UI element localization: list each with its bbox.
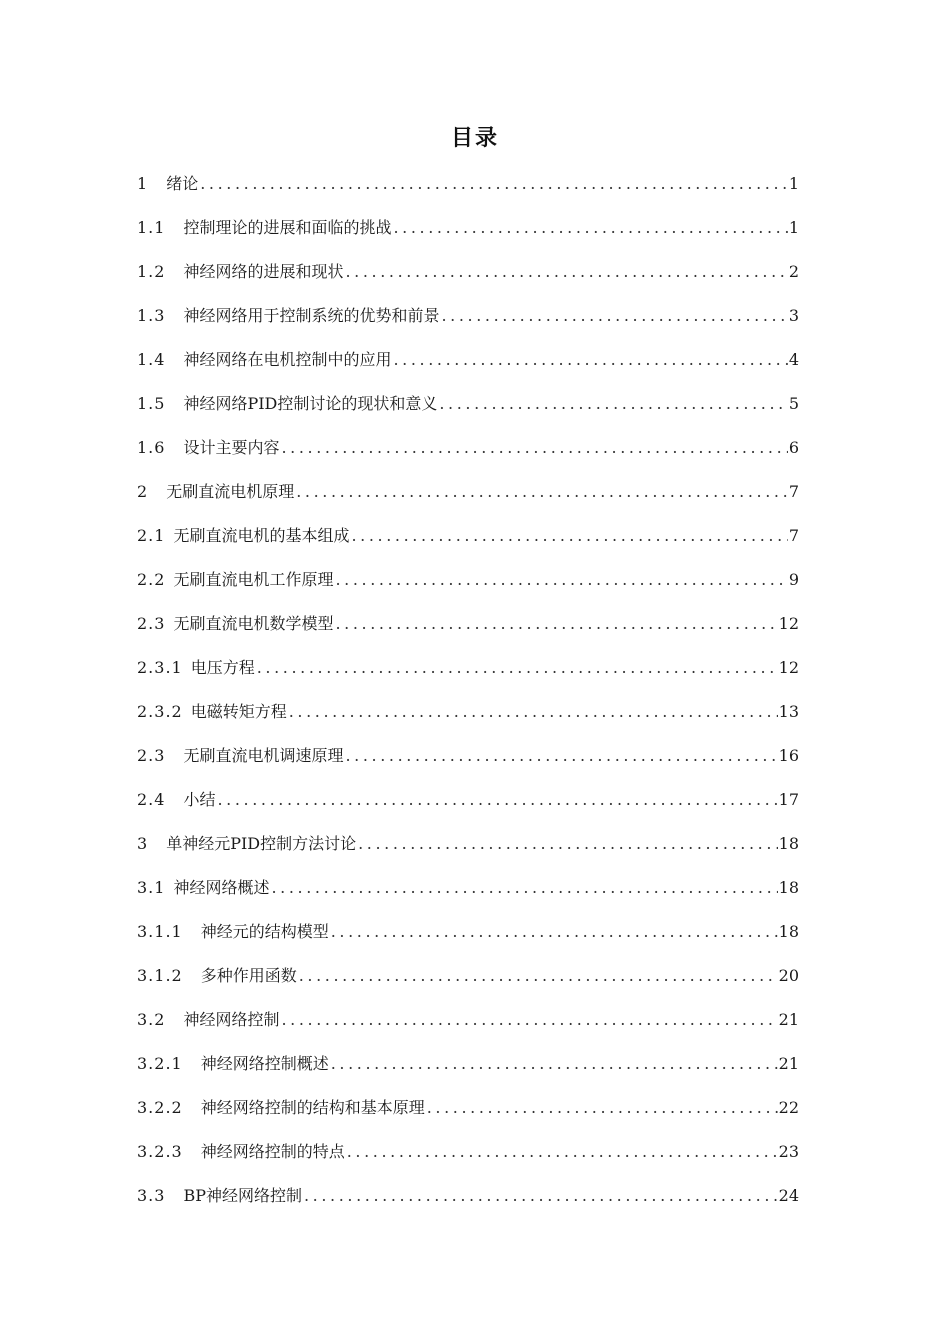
toc-entry-page-number: 7 xyxy=(788,482,799,501)
toc-entry[interactable] xyxy=(137,656,799,700)
toc-dot-leader xyxy=(296,480,788,504)
toc-entry-page-number: 12 xyxy=(778,658,799,677)
toc-entry[interactable] xyxy=(137,436,799,480)
toc-dot-leader xyxy=(335,568,787,592)
toc-entry[interactable] xyxy=(137,216,799,260)
toc-entry-title: 神经网络在电机控制中的应用 xyxy=(183,350,392,369)
toc-dot-leader xyxy=(257,656,778,680)
toc-entry-page-number: 3 xyxy=(788,306,799,325)
toc-entry-page-number: 20 xyxy=(778,966,799,985)
toc-entry-number: 3.1.2 xyxy=(137,966,183,985)
toc-entry-number: 1.6 xyxy=(137,438,166,457)
toc-dot-leader xyxy=(345,260,787,284)
toc-entry[interactable] xyxy=(137,700,799,744)
toc-entry[interactable] xyxy=(137,1008,799,1052)
toc-entry[interactable] xyxy=(137,304,799,348)
toc-entry-number: 2 xyxy=(137,482,149,501)
toc-entry-number: 2.3 xyxy=(137,746,166,765)
toc-entry-title: BP神经网络控制 xyxy=(183,1186,302,1205)
toc-entry-page-number: 1 xyxy=(788,218,799,237)
toc-entry-number: 2.3.1 xyxy=(137,658,183,677)
toc-entry-title: 神经网络用于控制系统的优势和前景 xyxy=(183,306,440,325)
toc-dot-leader xyxy=(304,1184,778,1208)
toc-entry[interactable] xyxy=(137,832,799,876)
toc-dot-leader xyxy=(393,348,787,372)
toc-entry-title: 神经网络概述 xyxy=(173,878,270,897)
toc-entry-number: 1.2 xyxy=(137,262,166,281)
toc-entry-number: 3.2 xyxy=(137,1010,166,1029)
toc-entry[interactable] xyxy=(137,964,799,1008)
toc-entry[interactable] xyxy=(137,1184,799,1228)
toc-entry-title: 电压方程 xyxy=(190,658,255,677)
toc-entry-number: 3.3 xyxy=(137,1186,166,1205)
toc-entry-page-number: 21 xyxy=(778,1010,799,1029)
toc-dot-leader xyxy=(427,1096,778,1120)
toc-entry-title: 绪论 xyxy=(166,174,199,193)
toc-entry-page-number: 6 xyxy=(788,438,799,457)
toc-entry-title: 无刷直流电机工作原理 xyxy=(173,570,334,589)
toc-entry[interactable] xyxy=(137,392,799,436)
toc-entry[interactable] xyxy=(137,524,799,568)
toc-entry[interactable] xyxy=(137,744,799,788)
toc-entry-page-number: 18 xyxy=(778,834,799,853)
toc-title: 目录 xyxy=(450,126,499,151)
toc-entry-number: 3 xyxy=(137,834,149,853)
toc-entry[interactable] xyxy=(137,788,799,832)
toc-entry-title: 无刷直流电机数学模型 xyxy=(173,614,334,633)
toc-entry-number: 1.4 xyxy=(137,350,166,369)
toc-entry-page-number: 12 xyxy=(778,614,799,633)
toc-entry-page-number: 21 xyxy=(778,1054,799,1073)
toc-entry[interactable] xyxy=(137,1052,799,1096)
toc-entry-page-number: 13 xyxy=(778,702,799,721)
toc-entry[interactable] xyxy=(137,612,799,656)
toc-entry-page-number: 2 xyxy=(788,262,799,281)
toc-dot-leader xyxy=(281,436,787,460)
toc-entry[interactable] xyxy=(137,920,799,964)
toc-entry-page-number: 16 xyxy=(778,746,799,765)
toc-entry[interactable] xyxy=(137,480,799,524)
toc-entry-number: 2.1 xyxy=(137,526,166,545)
toc-entry-number: 1.1 xyxy=(137,218,166,237)
toc-entry-page-number: 22 xyxy=(778,1098,799,1117)
toc-dot-leader xyxy=(335,612,777,636)
toc-entry-title: 小结 xyxy=(183,790,216,809)
toc-entry[interactable] xyxy=(137,568,799,612)
toc-entry[interactable] xyxy=(137,1096,799,1140)
toc-dot-leader xyxy=(439,392,787,416)
toc-dot-leader xyxy=(271,876,777,900)
toc-list xyxy=(137,172,799,1228)
toc-entry-page-number: 1 xyxy=(788,174,799,193)
toc-entry-title: 神经网络控制 xyxy=(183,1010,280,1029)
toc-entry-number: 3.2.3 xyxy=(137,1142,183,1161)
toc-entry-number: 2.3.2 xyxy=(137,702,183,721)
toc-entry-number: 3.2.1 xyxy=(137,1054,183,1073)
toc-entry-title: 神经网络控制概述 xyxy=(200,1054,329,1073)
toc-entry-title: 单神经元PID控制方法讨论 xyxy=(166,834,357,853)
toc-entry-number: 2.4 xyxy=(137,790,166,809)
toc-dot-leader xyxy=(351,524,787,548)
toc-entry-number: 3.1.1 xyxy=(137,922,183,941)
toc-entry-page-number: 23 xyxy=(778,1142,799,1161)
toc-entry-number: 3.2.2 xyxy=(137,1098,183,1117)
toc-dot-leader xyxy=(331,1052,778,1076)
toc-dot-leader xyxy=(217,788,777,812)
toc-dot-leader xyxy=(393,216,787,240)
toc-entry-number: 3.1 xyxy=(137,878,166,897)
toc-entry-title: 神经元的结构模型 xyxy=(200,922,329,941)
toc-entry-title: 神经网络控制的特点 xyxy=(200,1142,345,1161)
toc-entry-title: 神经网络控制的结构和基本原理 xyxy=(200,1098,425,1117)
toc-entry-page-number: 17 xyxy=(778,790,799,809)
toc-dot-leader xyxy=(358,832,778,856)
toc-entry-title: 多种作用函数 xyxy=(200,966,297,985)
toc-dot-leader xyxy=(331,920,778,944)
toc-entry-number: 1.5 xyxy=(137,394,166,413)
toc-entry-title: 电磁转矩方程 xyxy=(190,702,287,721)
toc-entry-title: 神经网络的进展和现状 xyxy=(183,262,344,281)
toc-entry-page-number: 24 xyxy=(778,1186,799,1205)
toc-entry[interactable] xyxy=(137,260,799,304)
toc-entry-page-number: 18 xyxy=(778,878,799,897)
toc-entry-number: 2.2 xyxy=(137,570,166,589)
toc-entry-page-number: 4 xyxy=(788,350,799,369)
toc-entry-page-number: 18 xyxy=(778,922,799,941)
toc-dot-leader xyxy=(289,700,778,724)
toc-entry-title: 无刷直流电机的基本组成 xyxy=(173,526,350,545)
toc-dot-leader xyxy=(441,304,787,328)
toc-entry-title: 神经网络PID控制讨论的现状和意义 xyxy=(183,394,438,413)
toc-entry-page-number: 7 xyxy=(788,526,799,545)
toc-entry-number: 2.3 xyxy=(137,614,166,633)
toc-entry-page-number: 5 xyxy=(788,394,799,413)
toc-entry-number: 1 xyxy=(137,174,149,193)
toc-entry[interactable] xyxy=(137,876,799,920)
toc-entry-title: 无刷直流电机原理 xyxy=(166,482,295,501)
toc-entry[interactable] xyxy=(137,172,799,216)
toc-entry-number: 1.3 xyxy=(137,306,166,325)
toc-dot-leader xyxy=(281,1008,777,1032)
toc-entry-title: 设计主要内容 xyxy=(183,438,280,457)
toc-entry[interactable] xyxy=(137,1140,799,1184)
toc-dot-leader xyxy=(200,172,788,196)
toc-entry-title: 控制理论的进展和面临的挑战 xyxy=(183,218,392,237)
toc-entry-page-number: 9 xyxy=(788,570,799,589)
toc-entry-title: 无刷直流电机调速原理 xyxy=(183,746,344,765)
toc-dot-leader xyxy=(345,744,777,768)
toc-dot-leader xyxy=(347,1140,778,1164)
toc-dot-leader xyxy=(299,964,778,988)
toc-entry[interactable] xyxy=(137,348,799,392)
